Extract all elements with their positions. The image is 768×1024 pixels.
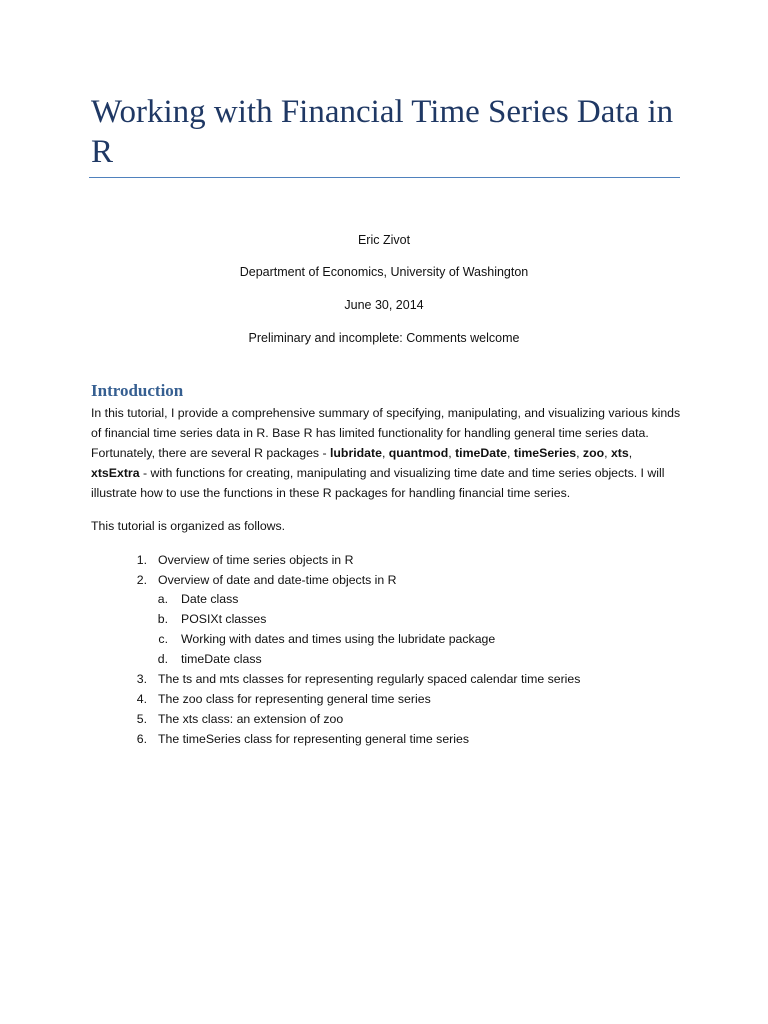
package-name: xts	[610, 446, 629, 460]
outline-intro: This tutorial is organized as follows.	[91, 519, 286, 533]
document-title: Working with Financial Time Series Data in R	[91, 94, 674, 170]
intro-text-end: - with functions for creating, manipulating and visualizing time date and time series objects. I will illustrate how to use the functions in these R packages for handling financial time series.	[91, 466, 665, 500]
affiliation: Department of Economics, University of Washington	[239, 265, 529, 279]
intro-text-start: In this tutorial, I provide a comprehensive summary of specifying, manipulating, and visualizing various kinds of financial time series data in R. Base R has limited functionality for handling general time series data. Fortunately, there are several R packages -	[91, 406, 681, 460]
author: Eric Zivot	[357, 233, 411, 247]
document-page: Working with Financial Time Series Data in R Eric Zivot Department of Economics, University of Washington June 30, 2014 Preliminary and incomplete: Comments welcome Introduction In this tutorial, I provide a comprehensive summary of specifying, manipulating, and visualizing various kinds of financial time series data in R. Base R has limited functionality for handling general time series data. Fortunately, there are several R packages - lubridate, quantmod, timeDate, timeSeries, zoo, xts, xtsExtra - with functions for creating, manipulating and visualizing time date and time series objects. I will illustrate how to use the functions in these R packages for handling financial time series. This tutorial is organized as follows. 1. Overview of time series objects in R 2. Overview of date and date-time objects in R a. Date class b. POSIXt classes c. Working with dates and times using the lubridate package d. timeDate class 3. The ts and mts classes for representing regularly spaced calendar time series 4. The zoo class for representing general time series 5. The xts class: an extension of zoo 6. The timeSeries class for representing general time series	[0, 0, 768, 1024]
package-name: timeDate	[455, 446, 508, 460]
document-status: Preliminary and incomplete: Comments welcome	[248, 331, 520, 345]
intro-paragraph: In this tutorial, I provide a comprehensive summary of specifying, manipulating, and visualizing various kinds of financial time series data in R. Base R has limited functionality for handling general time series data. Fortunately, there are several R packages - lubridate, quantmod, timeDate, timeSeries, zoo, xts, xtsExtra - with functions for creating, manipulating and visualizing time date and time series objects. I will illustrate how to use the functions in these R packages for handling financial time series.	[91, 406, 681, 500]
package-name: lubridate	[330, 446, 382, 460]
title-underline	[89, 177, 680, 178]
package-name: timeSeries	[513, 446, 577, 460]
section-heading-introduction: Introduction	[91, 381, 184, 400]
document-date: June 30, 2014	[344, 298, 424, 312]
package-name: xtsExtra	[91, 466, 140, 480]
package-name: quantmod	[388, 446, 449, 460]
package-name: zoo	[582, 446, 605, 460]
